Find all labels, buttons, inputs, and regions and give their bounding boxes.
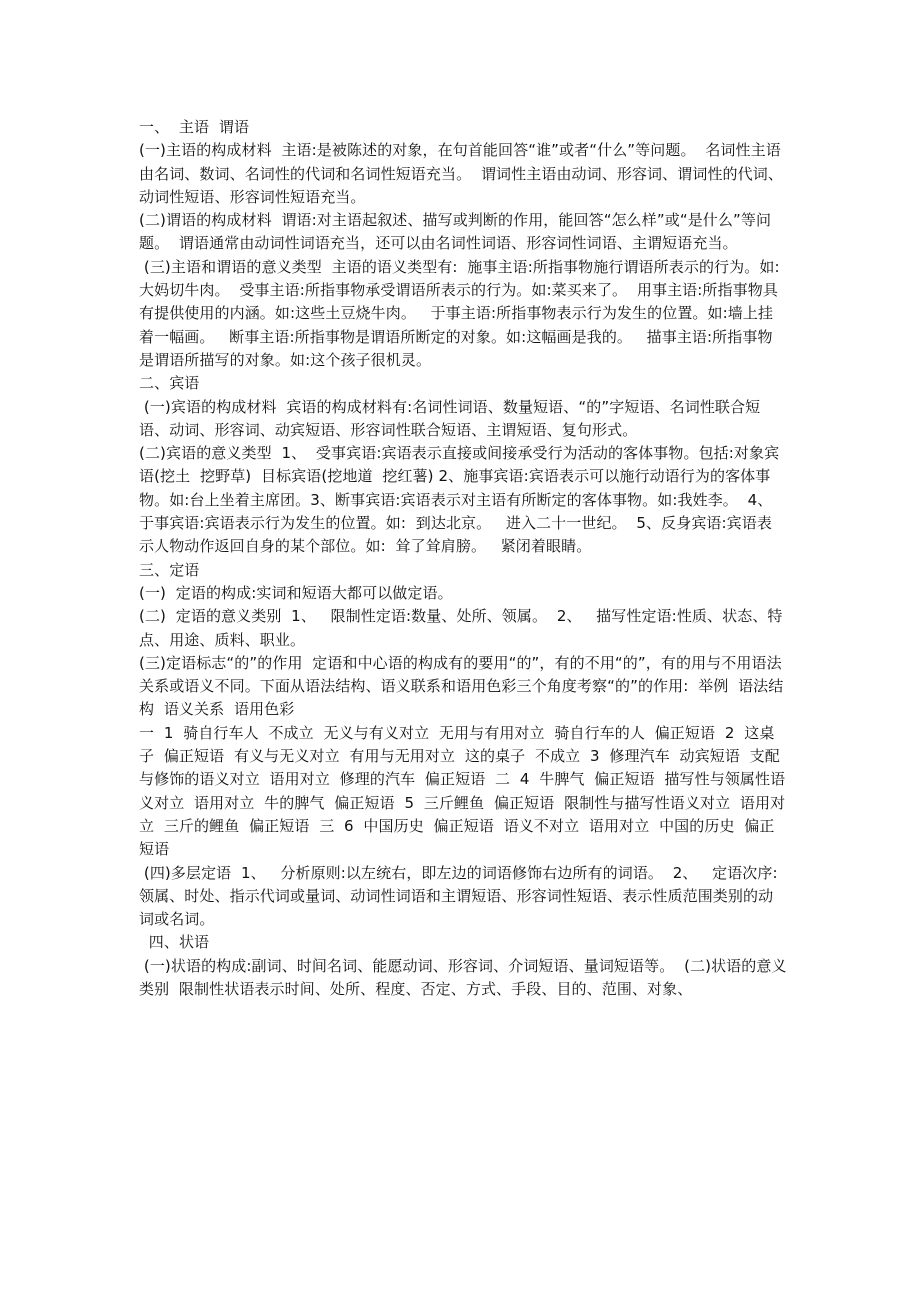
section-heading: 一、 主语 谓语 xyxy=(139,118,250,136)
paragraph: (一)主语的构成材料 主语:是被陈述的对象，在句首能回答“谁”或者“什么”等问题。 名词性主语由名词、数词、名词性的代词和名词性短语充当。 谓词性主语由动词、形容词、谓词性的代词、动词性短语、形容词性短语充当。 xyxy=(139,141,783,206)
paragraph: (一) 定语的构成:实词和短语大都可以做定语。 xyxy=(139,583,453,602)
paragraph: (四)多层定语 1、 分析原则:以左统右，即左边的词语修饰右边所有的词语。 2、 定语次序:领属、时处、指示代词或量词、动词性词语和主谓短语、形容词性短语、表示性质范围类别的动词或名词。 xyxy=(139,863,778,929)
section-heading: 三、定语 xyxy=(139,560,200,579)
paragraph: (二)宾语的意义类型 1、 受事宾语:宾语表示直接或间接承受行为活动的客体事物。包括:对象宾语(挖土 挖野草) 目标宾语(挖地道 挖红薯) 2、施事宾语:宾语表示可以施行动语行为的客体事物。如:台上坐着主席团。3、断事宾语:宾语表示对主语有所断定的客体事物。如:我姓李。 4、于事宾语:宾语表示行为发生的位置。如: 到达北京。 进入二十一世纪。 5、反身宾语:宾语表示人物动作返回自身的某个部位。如: 耸了耸肩膀。 紧闭着眼睛。 xyxy=(139,444,780,556)
paragraph: (二)谓语的构成材料 谓语:对主语起叙述、描写或判断的作用，能回答“怎么样”或“是什么”等问题。 谓语通常由动词性词语充当，还可以由名词性词语、形容词性词语、主谓短语充当。 xyxy=(139,211,772,253)
document-body xyxy=(139,116,787,1001)
paragraph: (二) 定语的意义类别 1、 限制性定语:数量、处所、领属。 2、 描写性定语:性质、状态、特点、用途、质料、职业。 xyxy=(139,607,783,649)
section-heading: 四、状语 xyxy=(139,933,210,952)
paragraph: 一 1 骑自行车人 不成立 无义与有义对立 无用与有用对立 骑自行车的人 偏正短语 2 这桌子 偏正短语 有义与无义对立 有用与无用对立 这的桌子 不成立 3 修理汽车 动宾短语 支配与修饰的语义对立 语用对立 修理的汽车 偏正短语 二 4 牛脾气 偏正短语 描写性与领属性语义对立 语用对立 牛的脾气 偏正短语 5 三斤鲤鱼 偏正短语 限制性与描写性语义对立 语用对立 三斤的鲤鱼 偏正短语 三 6 中国历史 偏正短语 语义不对立 语用对立 中国的历史 偏正短语 xyxy=(139,723,786,859)
paragraph: (一)状语的构成:副词、时间名词、能愿动词、形容词、介词短语、量词短语等。 (二)状语的意义类别 限制性状语表示时间、处所、程度、否定、方式、手段、目的、范围、对象、 xyxy=(139,956,787,998)
paragraph: (三)定语标志“的”的作用 定语和中心语的构成有的要用“的”，有的不用“的”，有的用与不用语法关系或语义不同。下面从语法结构、语义联系和语用色彩三个角度考察“的”的作用: 举例 语法结构 语义关系 语用色彩 xyxy=(139,653,784,719)
section-heading: 二、宾语 xyxy=(139,374,200,393)
paragraph: (三)主语和谓语的意义类型 主语的语义类型有: 施事主语:所指事物施行谓语所表示的行为。如:大妈切牛肉。 受事主语:所指事物承受谓语所表示的行为。如:菜买来了。 用事主语:所指事物具有提供使用的内涵。如:这些土豆烧牛肉。 于事主语:所指事物表示行为发生的位置。如:墙上挂着一幅画。 断事主语:所指事物是谓语所断定的对象。如:这幅画是我的。 描事主语:所指事物是谓语所描写的对象。如:这个孩子很机灵。 xyxy=(139,257,780,369)
paragraph: (一)宾语的构成材料 宾语的构成材料有:名词性词语、数量短语、“的”字短语、名词性联合短语、动词、形容词、动宾短语、形容词性联合短语、主谓短语、复句形式。 xyxy=(139,397,761,439)
